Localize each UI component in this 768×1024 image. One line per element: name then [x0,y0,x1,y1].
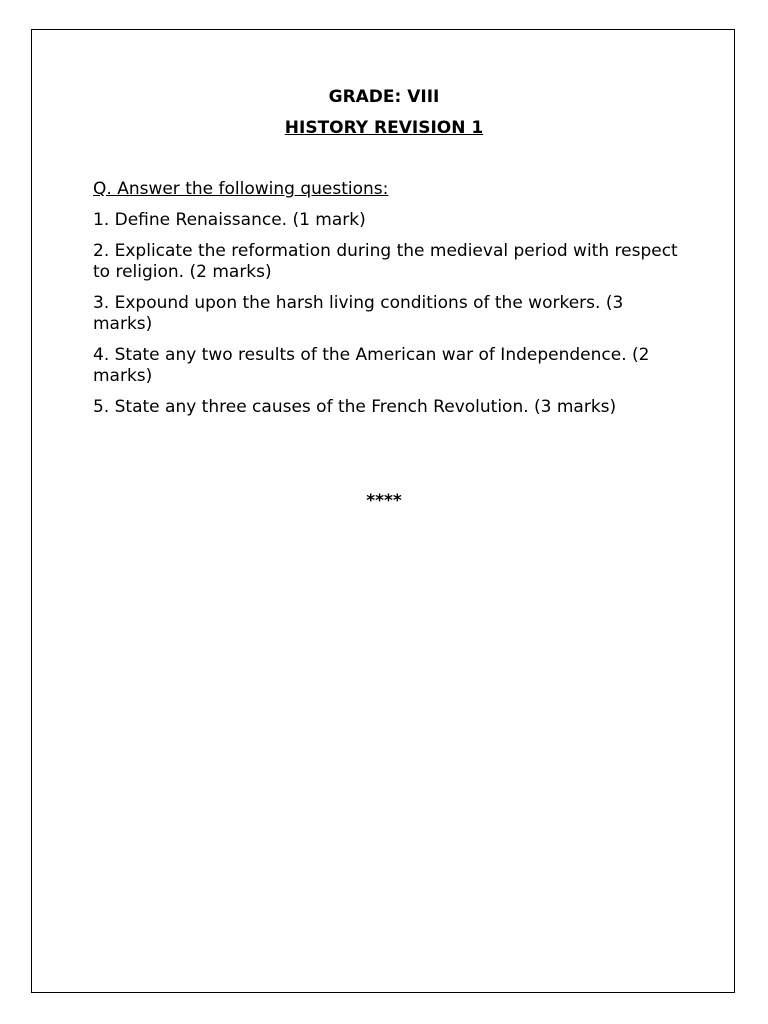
end-marker: **** [366,491,402,511]
question-list [93,179,683,428]
question-item-3: 3. Expound upon the harsh living conditions of the workers. (3 marks) [93,293,624,334]
instruction-text: Q. Answer the following questions: [93,179,389,199]
question-item-1: 1. Define Renaissance. (1 mark) [93,210,366,230]
worksheet-title: HISTORY REVISION 1 [284,118,484,138]
question-item-4: 4. State any two results of the American war of Independence. (2 marks) [93,345,650,386]
question-item-2: 2. Explicate the reformation during the medieval period with respect to religion. (2 marks) [93,241,678,282]
grade-heading: GRADE: VIII [328,87,440,107]
question-item-5: 5. State any three causes of the French Revolution. (3 marks) [93,397,617,417]
